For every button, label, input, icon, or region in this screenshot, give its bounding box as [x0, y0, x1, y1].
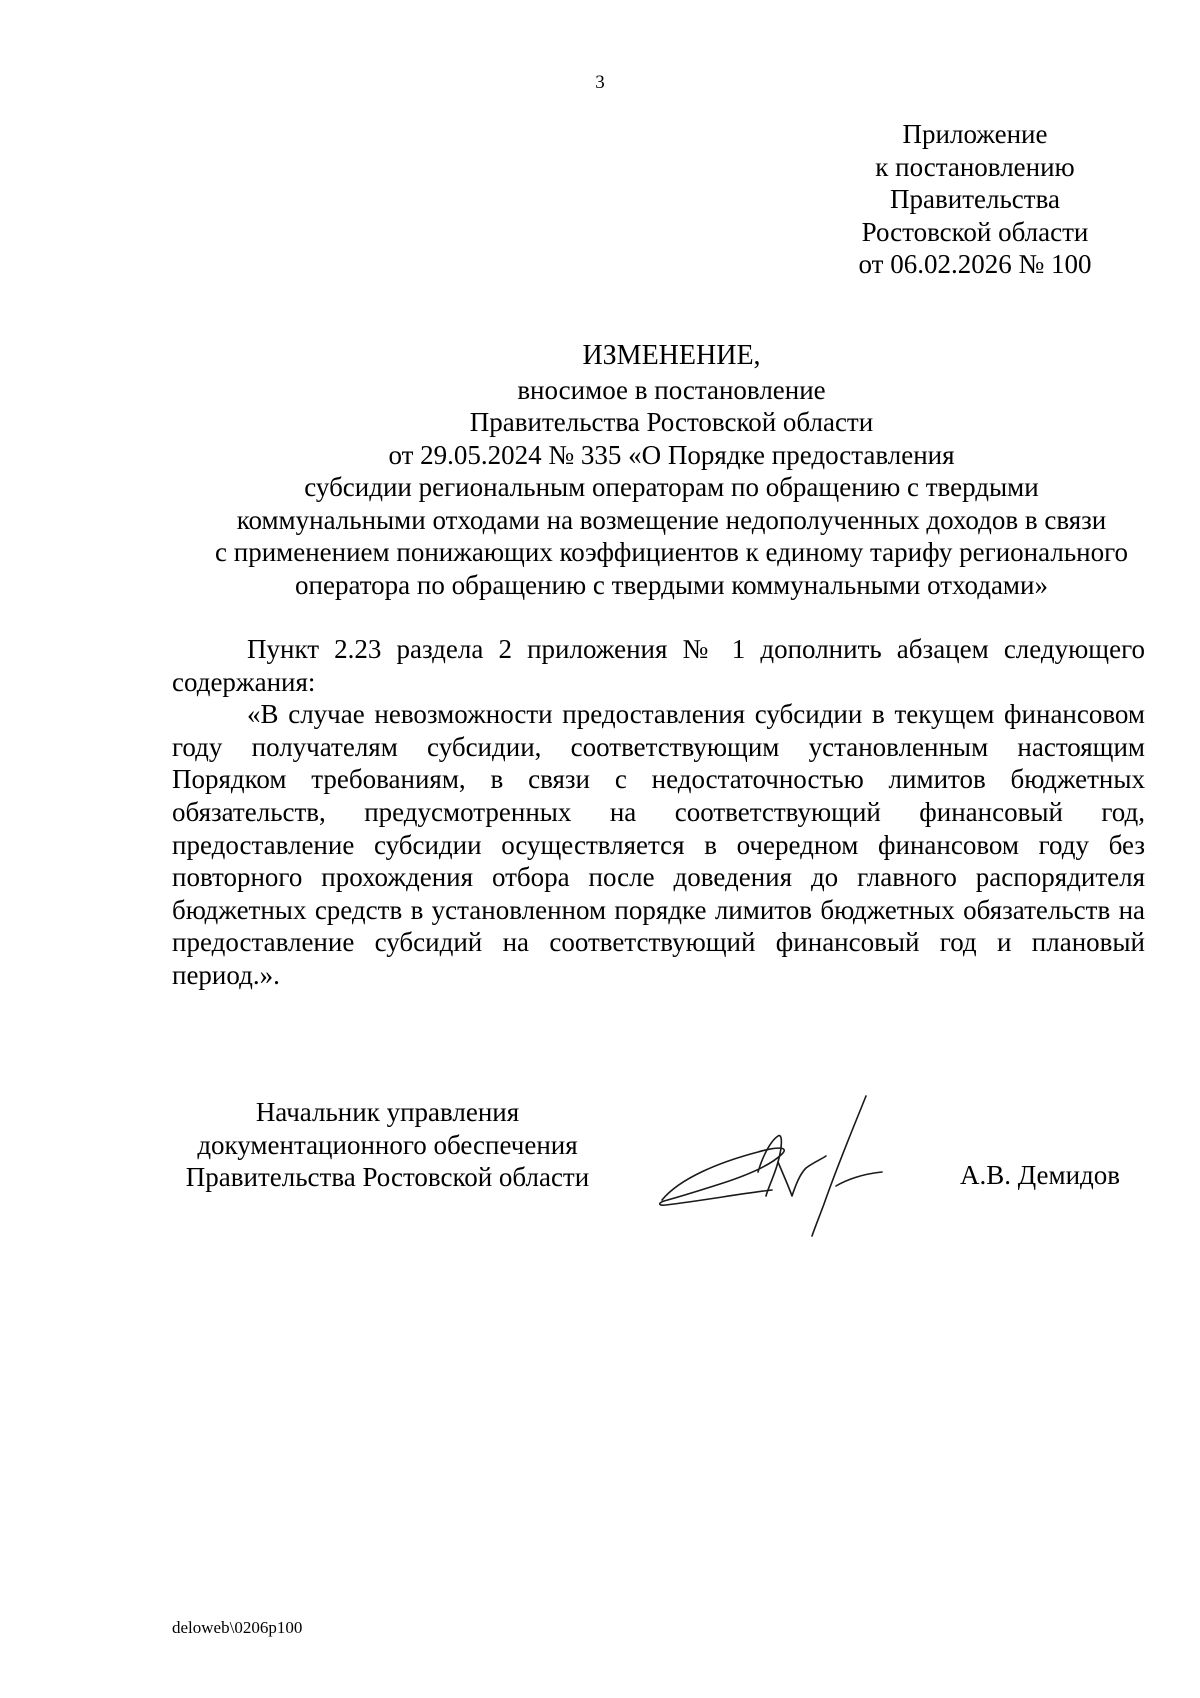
signatory-position-line: документационного обеспечения	[197, 1129, 578, 1160]
appendix-line: к постановлению	[875, 151, 1075, 182]
signatory-position	[150, 1096, 625, 1194]
title-line: от 29.05.2024 № 335 «О Порядке предоставления	[388, 439, 955, 470]
title-line: оператора по обращению с твердыми коммунальными отходами»	[295, 569, 1048, 600]
title-line: коммунальными отходами на возмещение недополученных доходов в связи	[236, 504, 1107, 535]
document-body	[172, 633, 1145, 992]
document-footer-code: deloweb\0206p100	[172, 1618, 303, 1637]
appendix-line: Ростовской области	[861, 216, 1089, 247]
appendix-header	[790, 118, 1160, 281]
title-heading: ИЗМЕНЕНИЕ,	[582, 340, 761, 371]
title-line: субсидии региональным операторам по обращению с твердыми	[304, 472, 1039, 502]
body-paragraph: Пункт 2.23 раздела 2 приложения № 1 дополнить абзацем следующего содержания:	[172, 634, 1145, 697]
title-line: с применением понижающих коэффициентов к единому тарифу регионального	[215, 537, 1128, 567]
signature-icon	[650, 1080, 950, 1240]
appendix-line: Приложение	[902, 119, 1048, 149]
appendix-line: Правительства	[890, 184, 1060, 214]
title-line: вносимое в постановление	[517, 374, 826, 405]
title-line: Правительства Ростовской области	[469, 407, 874, 437]
signatory-position-line: Правительства Ростовской области	[185, 1162, 590, 1193]
page-number: 3	[595, 72, 605, 93]
document-title	[100, 340, 1200, 601]
signatory-name: А.В. Демидов	[960, 1160, 1121, 1190]
signatory-position-line: Начальник управления	[255, 1097, 520, 1127]
body-paragraph-quote: «В случае невозможности предоставления субсидии в текущем финансовом году получателям субсидии, соответствующим установленным настоящим Порядком требованиям, в связи с недостаточностью лимитов бюджетных обязательств, предусмотренных на соответствующий финансовый год, предоставление субсидии осуществляется в очередном финансовом году без повторного прохождения отбора после доведения до главного распорядителя бюджетных средств в установленном порядке лимитов бюджетных обязательств на предоставление субсидий на соответствующий финансовый год и плановый период.».	[172, 699, 1145, 990]
appendix-line: от 06.02.2026 № 100	[858, 249, 1092, 279]
